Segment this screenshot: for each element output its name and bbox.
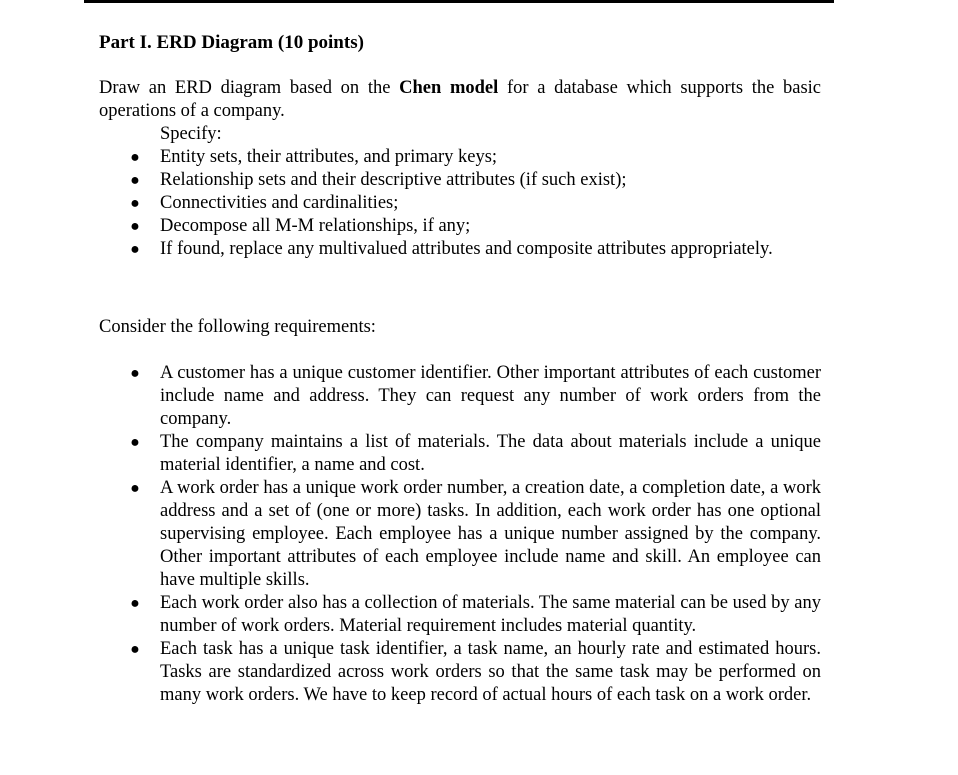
specify-label: Specify:	[160, 124, 222, 144]
list-item	[124, 477, 821, 592]
list-item	[124, 238, 821, 261]
list-item-text: Decompose all M-M relationships, if any;	[160, 216, 471, 236]
list-item-text: Connectivities and cardinalities;	[160, 193, 399, 213]
list-item	[124, 192, 821, 215]
requirements-list	[124, 362, 821, 707]
list-item	[124, 431, 821, 477]
top-rule	[84, 0, 834, 3]
list-item-text: Relationship sets and their descriptive attributes (if such exist);	[160, 170, 627, 190]
list-item-text: A work order has a unique work order number, a creation date, a completion date, a work address and a set of (one or more) tasks. In addition, each work order has one optional supervising employee. Each employee has a unique number assigned by the company. Other important attributes of each employee include name and skill. An employee can have multiple skills.	[160, 478, 821, 590]
bullet-icon: ●	[130, 595, 140, 612]
bullet-icon: ●	[130, 218, 140, 235]
list-item	[124, 215, 821, 238]
bullet-icon: ●	[130, 365, 140, 382]
list-item-text: Entity sets, their attributes, and primary keys;	[160, 147, 498, 167]
bullet-icon: ●	[130, 172, 140, 189]
list-item	[124, 362, 821, 431]
list-item	[124, 169, 821, 192]
list-item	[124, 638, 821, 707]
bullet-icon: ●	[130, 641, 140, 658]
spec-list	[124, 146, 821, 261]
bullet-icon: ●	[130, 480, 140, 497]
bullet-icon: ●	[130, 241, 140, 258]
list-item-text: Each task has a unique task identifier, a task name, an hourly rate and estimated hours. Tasks are standardized across work orders so that the same task may be performed on many work orders. We have to keep record of actual hours of each task on a work order.	[160, 639, 821, 705]
list-item-text: Each work order also has a collection of materials. The same material can be used by any number of work orders. Material requirement includes material quantity.	[160, 593, 821, 636]
bullet-icon: ●	[130, 149, 140, 166]
list-item-text: If found, replace any multivalued attributes and composite attributes appropriately.	[160, 239, 773, 259]
intro-text-after: for a database which supports the basic operations of a company.	[99, 78, 822, 121]
bullet-icon: ●	[130, 434, 140, 451]
consider-heading: Consider the following requirements:	[99, 317, 376, 337]
list-item	[124, 146, 821, 169]
list-item	[124, 592, 821, 638]
list-item-text: A customer has a unique customer identifier. Other important attributes of each customer include name and address. They can request any number of work orders from the company.	[160, 363, 821, 429]
intro-bold-term: Chen model	[399, 78, 499, 98]
intro-text-before: Draw an ERD diagram based on the	[99, 78, 400, 98]
list-item-text: The company maintains a list of materials. The data about materials include a unique material identifier, a name and cost.	[160, 432, 821, 475]
intro-paragraph	[99, 77, 821, 123]
page-title: Part I. ERD Diagram (10 points)	[99, 32, 364, 53]
bullet-icon: ●	[130, 195, 140, 212]
